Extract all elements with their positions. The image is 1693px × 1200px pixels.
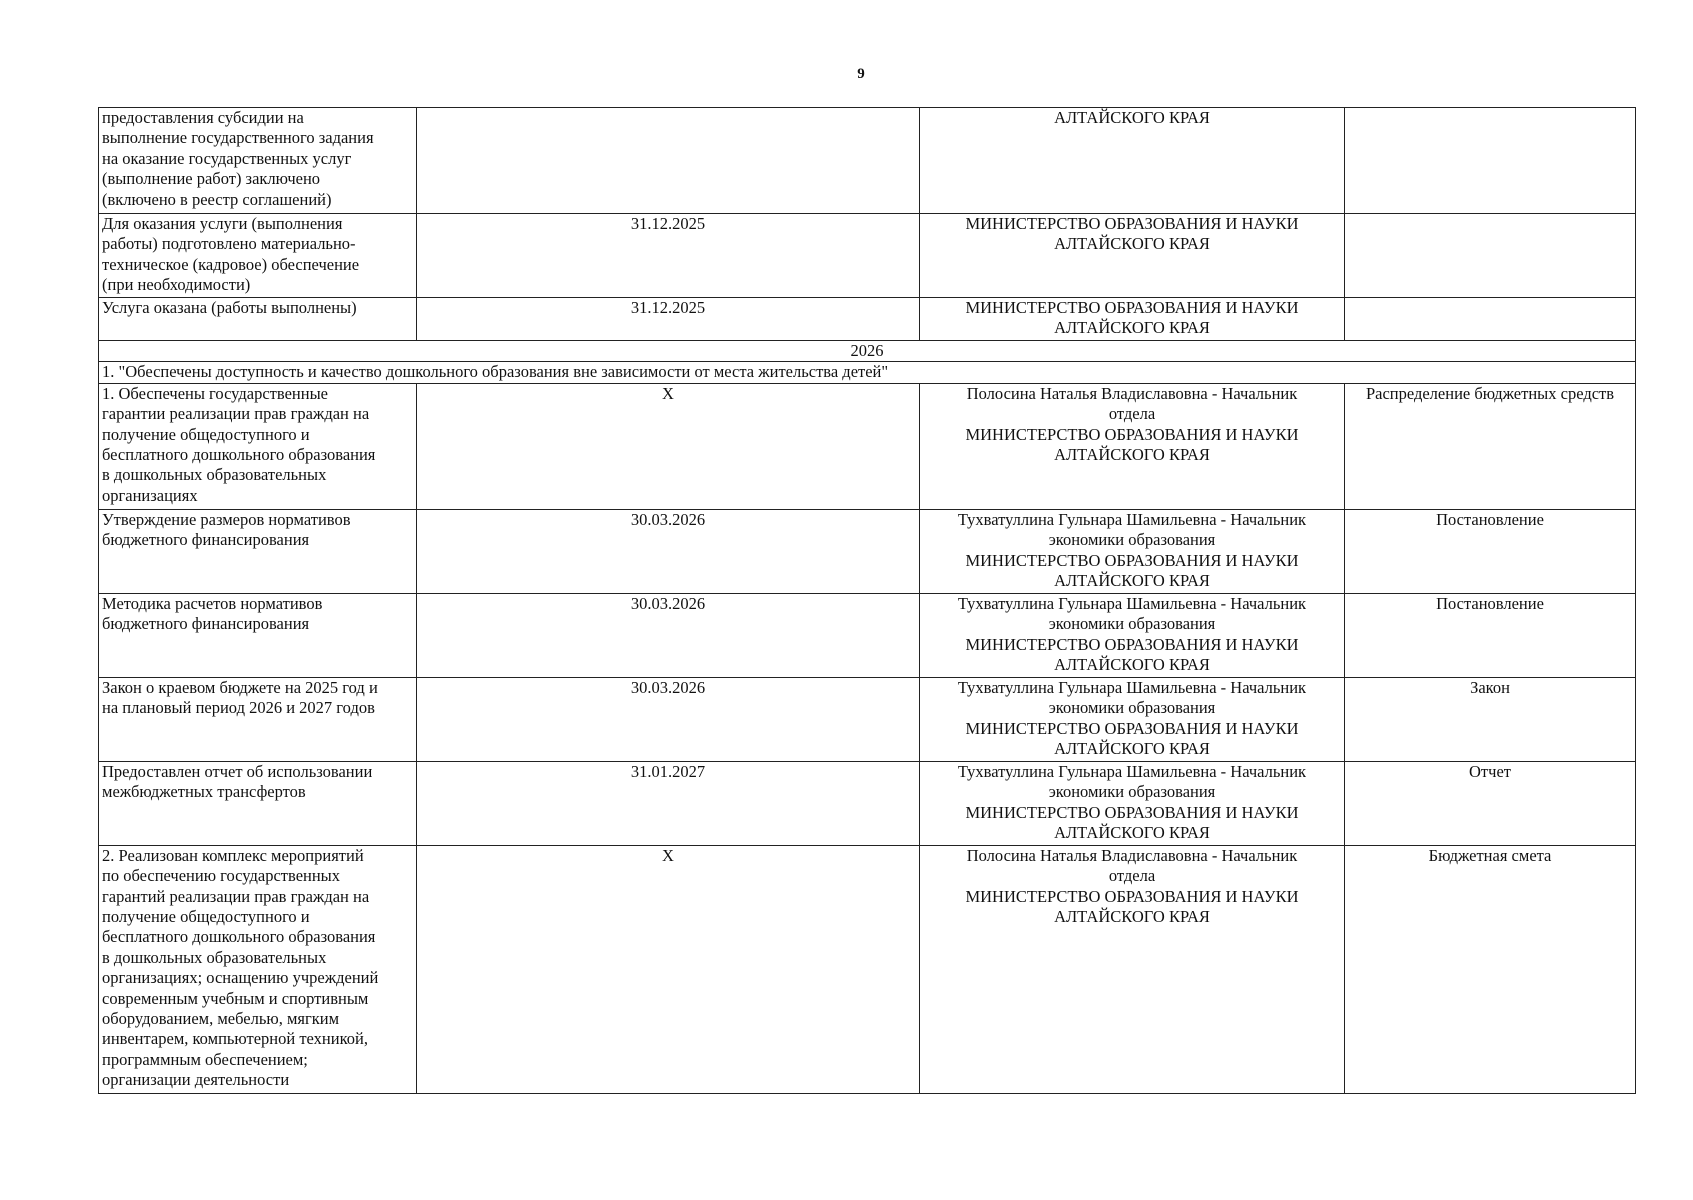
table-row [99, 383, 1636, 509]
year-row [99, 341, 1636, 362]
document-cell: Отчет [1345, 761, 1636, 845]
event-date-cell: X [417, 383, 920, 509]
table-row [99, 509, 1636, 593]
section-row [99, 362, 1636, 383]
document-cell [1345, 298, 1636, 341]
control-points-table [98, 107, 1636, 1094]
document-cell [1345, 108, 1636, 214]
event-name-cell: Для оказания услуги (выполнения работы) подготовлено материально- техническое (кадровое) обеспечение (при необходимости) [99, 214, 417, 298]
event-date-cell: 31.01.2027 [417, 761, 920, 845]
year-label: 2026 [99, 341, 1636, 362]
table-row [99, 214, 1636, 298]
responsible-cell: Тухватуллина Гульнара Шамильевна - Начальник экономики образования МИНИСТЕРСТВО ОБРАЗОВАНИЯ И НАУКИ АЛТАЙСКОГО КРАЯ [920, 761, 1345, 845]
responsible-cell: МИНИСТЕРСТВО ОБРАЗОВАНИЯ И НАУКИ АЛТАЙСКОГО КРАЯ [920, 298, 1345, 341]
table-row [99, 108, 1636, 214]
document-cell [1345, 214, 1636, 298]
document-cell: Закон [1345, 677, 1636, 761]
event-name-cell: Услуга оказана (работы выполнены) [99, 298, 417, 341]
event-date-cell [417, 108, 920, 214]
page-number: 9 [857, 66, 865, 82]
event-date-cell: X [417, 845, 920, 1093]
responsible-cell: АЛТАЙСКОГО КРАЯ [920, 108, 1345, 214]
event-name-cell: Предоставлен отчет об использовании межбюджетных трансфертов [99, 761, 417, 845]
table-row [99, 677, 1636, 761]
document-cell: Постановление [1345, 509, 1636, 593]
event-date-cell: 30.03.2026 [417, 509, 920, 593]
document-cell: Постановление [1345, 593, 1636, 677]
responsible-cell: Полосина Наталья Владиславовна - Начальник отдела МИНИСТЕРСТВО ОБРАЗОВАНИЯ И НАУКИ АЛТАЙСКОГО КРАЯ [920, 383, 1345, 509]
event-name-cell: Утверждение размеров нормативов бюджетного финансирования [99, 509, 417, 593]
event-date-cell: 31.12.2025 [417, 298, 920, 341]
document-cell: Бюджетная смета [1345, 845, 1636, 1093]
event-name-cell: Закон о краевом бюджете на 2025 год и на плановый период 2026 и 2027 годов [99, 677, 417, 761]
event-date-cell: 30.03.2026 [417, 677, 920, 761]
table-row [99, 593, 1636, 677]
responsible-cell: МИНИСТЕРСТВО ОБРАЗОВАНИЯ И НАУКИ АЛТАЙСКОГО КРАЯ [920, 214, 1345, 298]
event-name-cell: предоставления субсидии на выполнение государственного задания на оказание государственных услуг (выполнение работ) заключено (включено в реестр соглашений) [99, 108, 417, 214]
document-cell: Распределение бюджетных средств [1345, 383, 1636, 509]
event-name-cell: 2. Реализован комплекс мероприятий по обеспечению государственных гарантий реализации прав граждан на получение общедоступного и бесплатного дошкольного образования в дошкольных образовательных организациях; оснащению учреждений современным учебным и спортивным оборудованием, мебелью, мягким инвентарем, компьютерной техникой, программным обеспечением; организации деятельности [99, 845, 417, 1093]
event-name-cell: 1. Обеспечены государственные гарантии реализации прав граждан на получение общедоступного и бесплатного дошкольного образования в дошкольных образовательных организациях [99, 383, 417, 509]
responsible-cell: Тухватуллина Гульнара Шамильевна - Начальник экономики образования МИНИСТЕРСТВО ОБРАЗОВАНИЯ И НАУКИ АЛТАЙСКОГО КРАЯ [920, 509, 1345, 593]
table-row [99, 845, 1636, 1093]
responsible-cell: Тухватуллина Гульнара Шамильевна - Начальник экономики образования МИНИСТЕРСТВО ОБРАЗОВАНИЯ И НАУКИ АЛТАЙСКОГО КРАЯ [920, 677, 1345, 761]
section-title: 1. "Обеспечены доступность и качество дошкольного образования вне зависимости от места жительства детей" [99, 362, 1636, 383]
event-name-cell: Методика расчетов нормативов бюджетного финансирования [99, 593, 417, 677]
responsible-cell: Тухватуллина Гульнара Шамильевна - Начальник экономики образования МИНИСТЕРСТВО ОБРАЗОВАНИЯ И НАУКИ АЛТАЙСКОГО КРАЯ [920, 593, 1345, 677]
table-row [99, 298, 1636, 341]
responsible-cell: Полосина Наталья Владиславовна - Начальник отдела МИНИСТЕРСТВО ОБРАЗОВАНИЯ И НАУКИ АЛТАЙСКОГО КРАЯ [920, 845, 1345, 1093]
table-row [99, 761, 1636, 845]
event-date-cell: 30.03.2026 [417, 593, 920, 677]
event-date-cell: 31.12.2025 [417, 214, 920, 298]
